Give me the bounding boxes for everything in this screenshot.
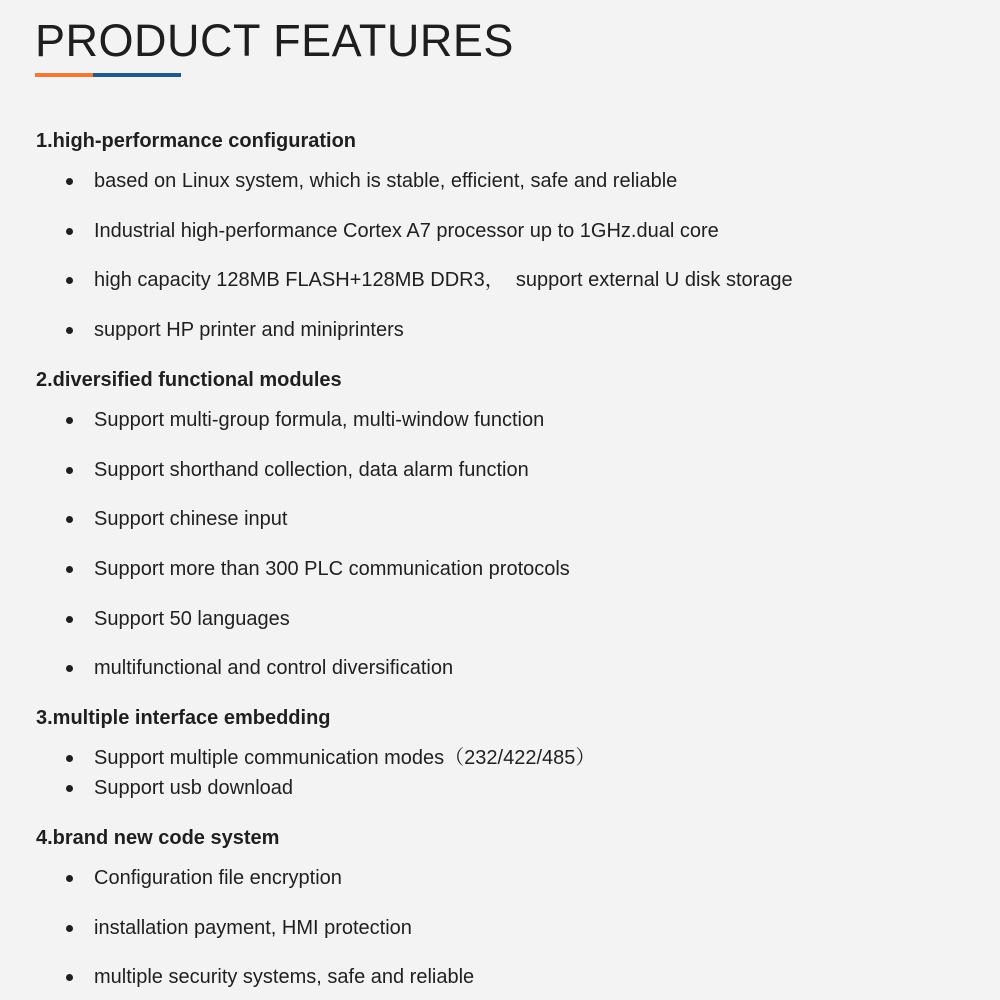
section-heading-4: 4.brand new code system bbox=[36, 827, 280, 849]
page-title: PRODUCT FEATURES bbox=[35, 15, 514, 66]
bullet-icon bbox=[66, 925, 73, 932]
underline-orange-segment bbox=[35, 73, 93, 77]
list-item-text: Support shorthand collection, data alarm function bbox=[94, 459, 529, 481]
list-item bbox=[66, 317, 404, 343]
list-item-text: Support chinese input bbox=[94, 508, 288, 530]
bullet-icon bbox=[66, 665, 73, 672]
list-item bbox=[66, 964, 474, 990]
list-item bbox=[66, 655, 453, 681]
list-item bbox=[66, 556, 570, 582]
bullet-icon bbox=[66, 566, 73, 573]
list-item bbox=[66, 457, 529, 483]
list-item bbox=[66, 745, 595, 771]
list-item-text: Support multiple communication modes（232/422/485） bbox=[94, 747, 596, 769]
bullet-icon bbox=[66, 467, 73, 474]
list-item-text: high capacity 128MB FLASH+128MB DDR3， support external U disk storage bbox=[94, 269, 793, 291]
list-item-text: Support 50 languages bbox=[94, 608, 290, 630]
bullet-icon bbox=[66, 875, 73, 882]
list-item bbox=[66, 407, 544, 433]
section-heading-3: 3.multiple interface embedding bbox=[36, 707, 331, 729]
section-heading-2: 2.diversified functional modules bbox=[36, 369, 342, 391]
list-item bbox=[66, 506, 287, 532]
list-item bbox=[66, 865, 342, 891]
section-heading-1: 1.high-performance configuration bbox=[36, 130, 357, 152]
list-item-text: based on Linux system, which is stable, efficient, safe and reliable bbox=[94, 170, 678, 192]
list-item-text: Support usb download bbox=[94, 777, 294, 799]
list-item bbox=[66, 267, 793, 293]
list-item-text: support HP printer and miniprinters bbox=[94, 319, 404, 341]
list-item-text: Industrial high-performance Cortex A7 processor up to 1GHz.dual core bbox=[94, 220, 719, 242]
list-item bbox=[66, 606, 290, 632]
bullet-icon bbox=[66, 785, 73, 792]
bullet-icon bbox=[66, 277, 73, 284]
bullet-icon bbox=[66, 417, 73, 424]
list-item-text: Configuration file encryption bbox=[94, 867, 342, 889]
bullet-icon bbox=[66, 228, 73, 235]
list-item bbox=[66, 218, 719, 244]
list-item-text: Support more than 300 PLC communication protocols bbox=[94, 558, 570, 580]
underline-blue-segment bbox=[93, 73, 181, 77]
list-item-text: multiple security systems, safe and reliable bbox=[94, 966, 475, 988]
list-item-text: Support multi-group formula, multi-window function bbox=[94, 409, 545, 431]
bullet-icon bbox=[66, 974, 73, 981]
bullet-icon bbox=[66, 616, 73, 623]
bullet-icon bbox=[66, 327, 73, 334]
list-item bbox=[66, 775, 293, 801]
list-item bbox=[66, 915, 412, 941]
list-item-text: multifunctional and control diversification bbox=[94, 657, 454, 679]
title-underline bbox=[35, 73, 181, 77]
list-item bbox=[66, 168, 677, 194]
bullet-icon bbox=[66, 178, 73, 185]
bullet-icon bbox=[66, 755, 73, 762]
list-item-text: installation payment, HMI protection bbox=[94, 917, 412, 939]
bullet-icon bbox=[66, 516, 73, 523]
